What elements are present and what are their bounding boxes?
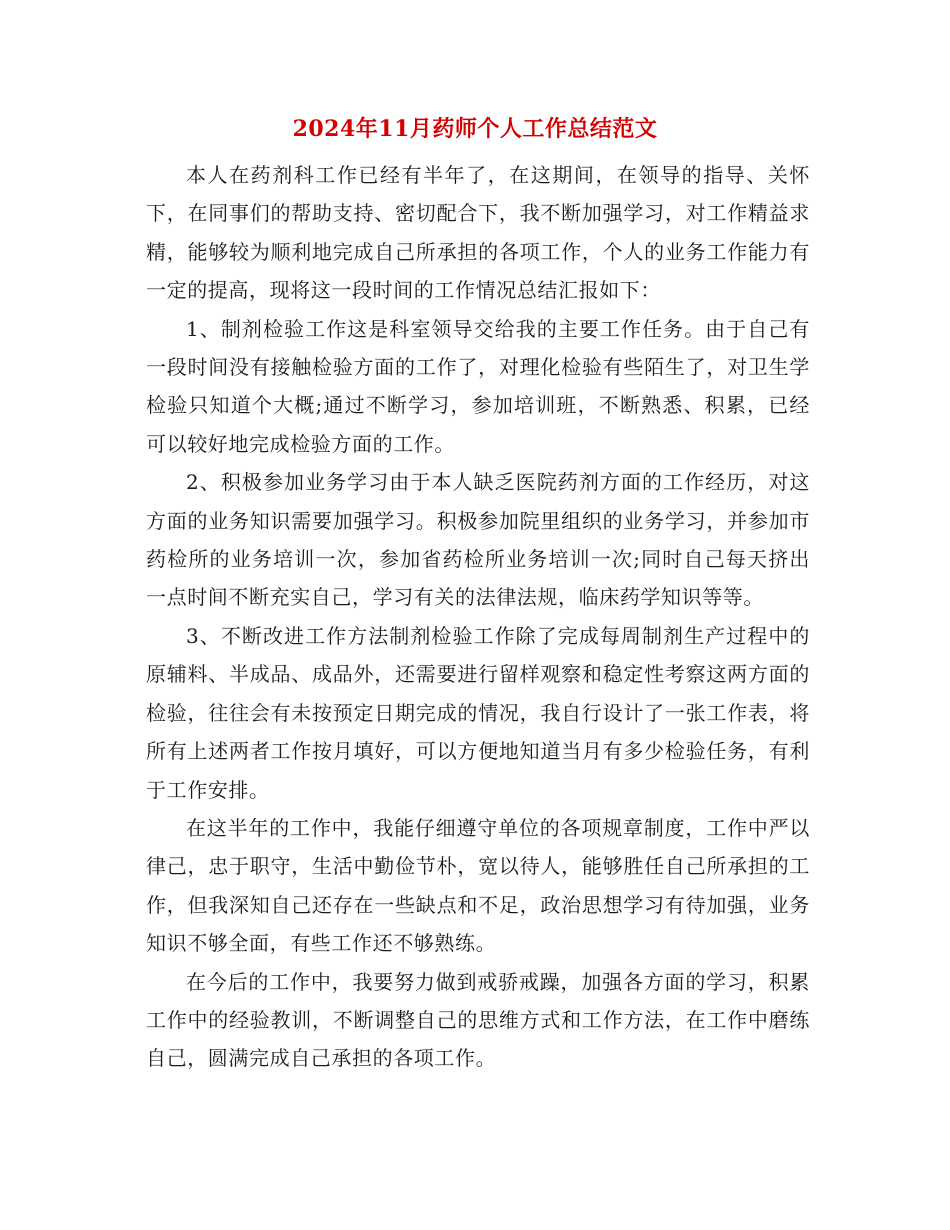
paragraph-item-1: 1、制剂检验工作这是科室领导交给我的主要工作任务。由于自己有一段时间没有接触检验方面的工作了，对理化检验有些陌生了，对卫生学检验只知道个大概;通过不断学习，参加培训班，不断熟悉、积累，已经可以较好地完成检验方面的工作。 — [146, 316, 810, 456]
document-body — [146, 156, 810, 1078]
paragraph-conclusion: 在今后的工作中，我要努力做到戒骄戒躁，加强各方面的学习，积累工作中的经验教训，不断调整自己的思维方式和工作方法，在工作中磨练自己，圆满完成自己承担的各项工作。 — [146, 969, 810, 1071]
paragraph-item-2: 2、积极参加业务学习由于本人缺乏医院药剂方面的工作经历，对这方面的业务知识需要加强学习。积极参加院里组织的业务学习，并参加市药检所的业务培训一次，参加省药检所业务培训一次;同时自己每天挤出一点时间不断充实自己，学习有关的法律法规，临床药学知识等等。 — [146, 470, 810, 610]
document-title: 2024年11月药师个人工作总结范文 — [292, 116, 658, 142]
paragraph-item-3: 3、不断改进工作方法制剂检验工作除了完成每周制剂生产过程中的原辅料、半成品、成品外，还需要进行留样观察和稳定性考察这两方面的检验，往往会有未按预定日期完成的情况，我自行设计了一张工作表，将所有上述两者工作按月填好，可以方便地知道当月有多少检验任务，有利于工作安排。 — [146, 623, 810, 802]
paragraph-self-assessment: 在这半年的工作中，我能仔细遵守单位的各项规章制度，工作中严以律己，忠于职守，生活中勤俭节朴，宽以待人，能够胜任自己所承担的工作，但我深知自己还存在一些缺点和不足，政治思想学习有待加强，业务知识不够全面，有些工作还不够熟练。 — [146, 815, 810, 956]
paragraph-intro: 本人在药剂科工作已经有半年了，在这期间，在领导的指导、关怀下，在同事们的帮助支持、密切配合下，我不断加强学习，对工作精益求精，能够较为顺利地完成自己所承担的各项工作，个人的业务工作能力有一定的提高，现将这一段时间的工作情况总结汇报如下： — [146, 163, 810, 303]
